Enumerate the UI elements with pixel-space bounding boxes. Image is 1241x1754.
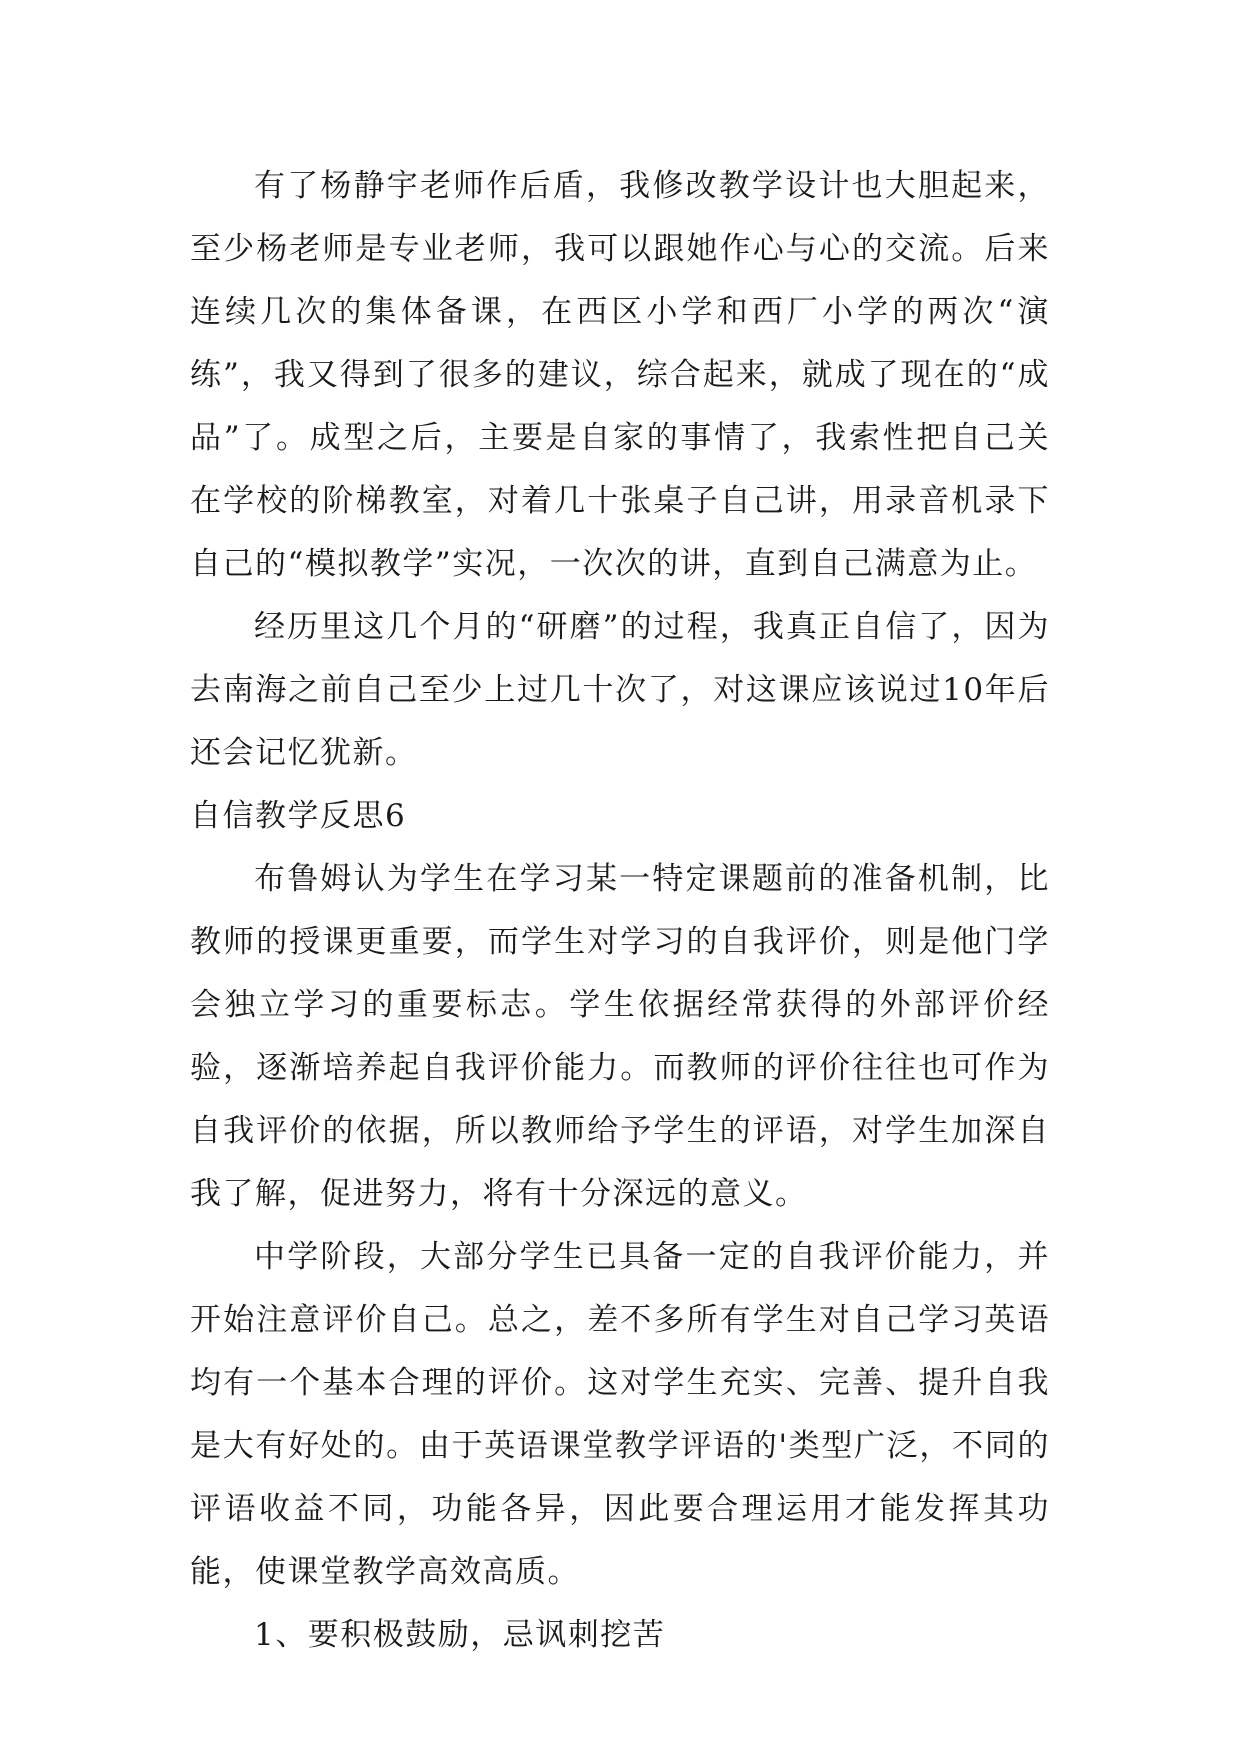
paragraph-4: 中学阶段，大部分学生已具备一定的自我评价能力，并开始注意评价自己。总之，差不多所有学生对自己学习英语均有一个基本合理的评价。这对学生充实、完善、提升自我是大有好处的。由于英语课堂教学评语的'类型广泛，不同的评语收益不同，功能各异，因此要合理运用才能发挥其功能，使课堂教学高效高质。 (190, 1239, 1050, 1590)
paragraph-1: 有了杨静宇老师作后盾，我修改教学设计也大胆起来，至少杨老师是专业老师，我可以跟她作心与心的交流。后来连续几次的集体备课，在西区小学和西厂小学的两次“演练”，我又得到了很多的建议，综合起来，就成了现在的“成品”了。成型之后，主要是自家的事情了，我索性把自己关在学校的阶梯教室，对着几十张桌子自己讲，用录音机录下自己的“模拟教学”实况，一次次的讲，直到自己满意为止。 (190, 168, 1050, 582)
paragraph-3: 布鲁姆认为学生在学习某一特定课题前的准备机制，比教师的授课更重要，而学生对学习的自我评价，则是他门学会独立学习的重要标志。学生依据经常获得的外部评价经验，逐渐培养起自我评价能力。而教师的评价往往也可作为自我评价的依据，所以教师给予学生的评语，对学生加深自我了解，促进努力，将有十分深远的意义。 (190, 861, 1050, 1212)
list-item-1: 1、要积极鼓励，忌讽刺挖苦 (254, 1617, 666, 1653)
section-heading: 自信教学反思6 (190, 798, 407, 834)
paragraph-2: 经历里这几个月的“研磨”的过程，我真正自信了，因为去南海之前自己至少上过几十次了，对这课应该说过10年后还会记忆犹新。 (190, 609, 1050, 771)
document-page (190, 155, 1050, 1667)
